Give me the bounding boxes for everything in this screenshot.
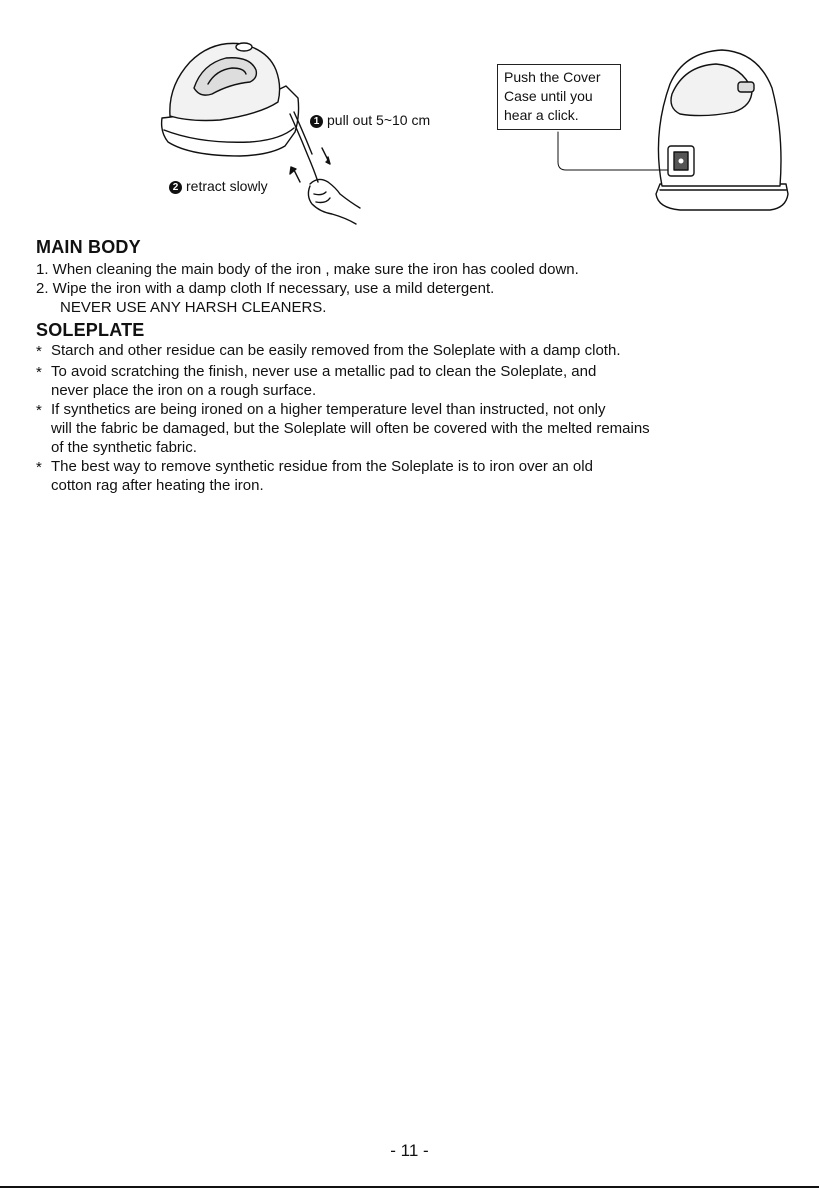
bullet-line: will the fabric be damaged, but the Soleplate will often be covered with the melted remains [51,420,650,437]
step2-callout [169,178,268,194]
main-body-warning: NEVER USE ANY HARSH CLEANERS. [60,299,327,316]
main-body-heading: MAIN BODY [36,237,141,257]
bullet-line: If synthetics are being ironed on a higher temperature level than instructed, not only [51,401,606,418]
step1-number: 1 [310,115,323,128]
bullet-line: of the synthetic fabric. [51,439,197,456]
instructions-content [36,236,786,495]
soleplate-bullet-2 [36,362,786,400]
page-number: - 11 - [390,1141,429,1160]
bullet-mark: * [36,402,42,419]
soleplate-bullet-1 [36,341,786,362]
bullet-line: To avoid scratching the finish, never use a metallic pad to clean the Soleplate, and [51,363,597,380]
bullet-line: never place the iron on a rough surface. [51,382,317,399]
bullet-mark: * [36,459,42,476]
step1-text: pull out 5~10 cm [327,112,431,128]
cover-callout-line: hear a click. [504,107,579,123]
step1-callout [310,112,430,128]
main-body-item-2: 2. Wipe the iron with a damp cloth If necessary, use a mild detergent. [36,280,495,297]
step2-text: retract slowly [186,178,268,194]
iron-cord-illustration [150,36,380,236]
soleplate-bullet-3 [36,400,786,457]
bullet-line: cotton rag after heating the iron. [51,477,264,494]
bullet-mark: * [36,364,42,381]
cover-callout-line: Push the Cover [504,69,601,85]
bullet-line: The best way to remove synthetic residue from the Soleplate is to iron over an old [51,458,593,475]
cover-callout-line: Case until you [504,88,593,104]
main-body-item-1: 1. When cleaning the main body of the iron , make sure the iron has cooled down. [36,261,579,278]
step2-number: 2 [169,181,182,194]
soleplate-bullet-4 [36,457,786,495]
bullet-line: Starch and other residue can be easily removed from the Soleplate with a damp cloth. [51,342,621,359]
cover-case-callout [497,64,621,130]
bullet-mark: * [36,343,42,360]
bottom-divider [0,1186,819,1188]
soleplate-heading: SOLEPLATE [36,320,145,340]
